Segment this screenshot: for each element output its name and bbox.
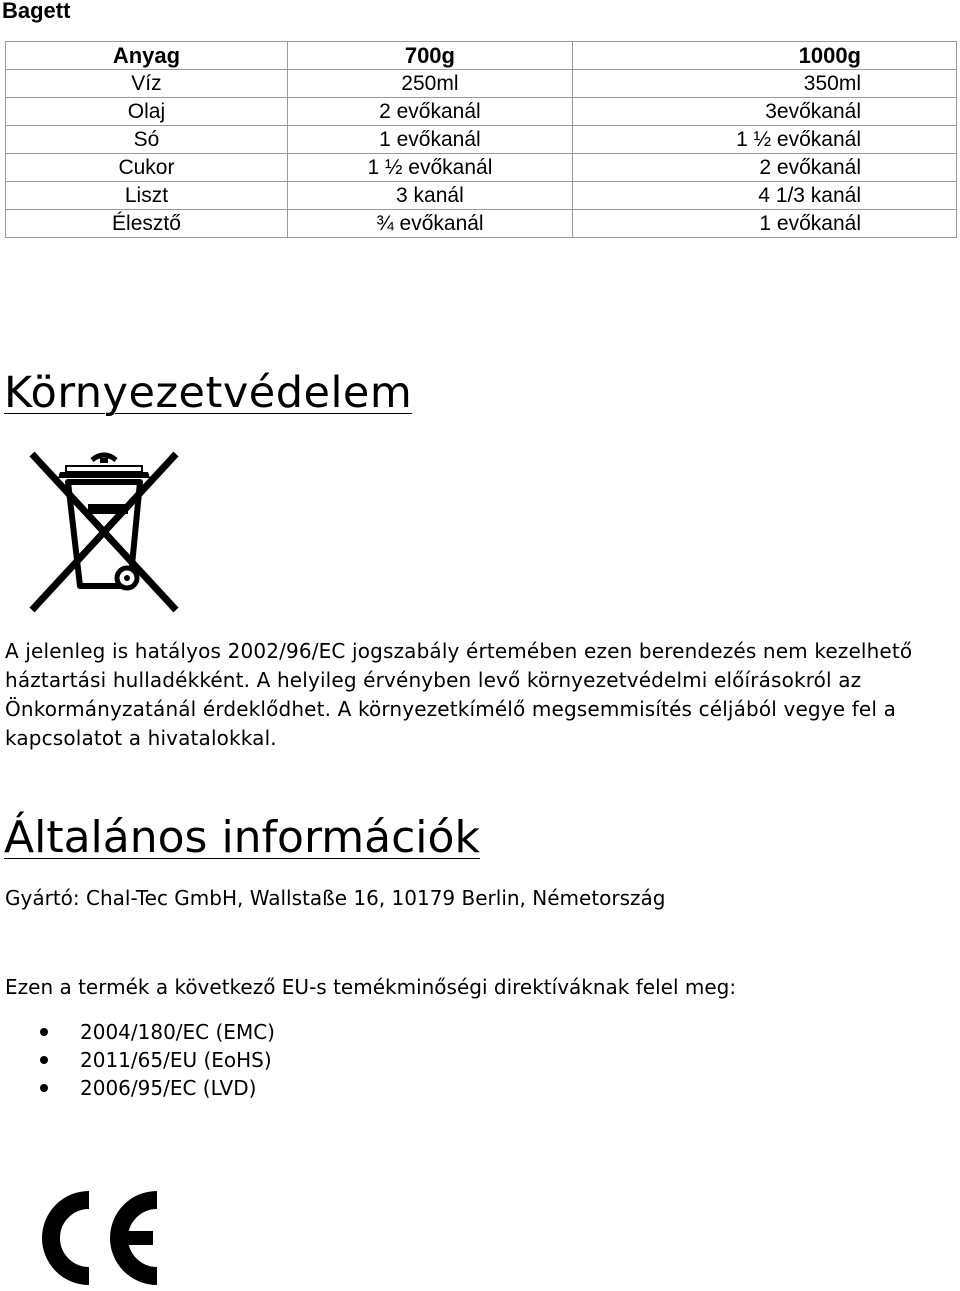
recipe-table [5,41,957,238]
crossed-out-wheelie-bin-icon [26,446,182,614]
list-item [40,1046,275,1074]
table-row [6,126,957,154]
directive-list [40,1018,275,1102]
amount-1000g-cell: 1 evőkanál [572,210,956,238]
amount-1000g-cell: 2 evőkanál [572,154,956,182]
general-info-heading: Általános információk [4,812,480,863]
environment-heading: Környezetvédelem [4,368,413,418]
amount-1000g-cell: 4 1/3 kanál [572,182,956,210]
table-row [6,182,957,210]
ingredient-cell: Só [6,126,288,154]
amount-700g-cell: 2 evőkanál [287,98,572,126]
table-row [6,210,957,238]
directive-label: 2004/180/EC (EMC) [80,1020,275,1044]
table-row [6,154,957,182]
table-header-row [6,42,957,70]
list-item [40,1074,275,1102]
directive-label: 2006/95/EC (LVD) [80,1076,257,1100]
amount-1000g-cell: 3evőkanál [572,98,956,126]
list-item [40,1018,275,1046]
bullet-icon [40,1084,48,1092]
column-header-700g: 700g [287,42,572,70]
amount-700g-cell: 1 evőkanál [287,126,572,154]
ingredient-cell: Élesztő [6,210,288,238]
ingredient-cell: Cukor [6,154,288,182]
eu-directives-intro: Ezen a termék a következő EU-s temékminőségi direktíváknak felel meg: [5,975,737,999]
bullet-icon [40,1056,48,1064]
directive-label: 2011/65/EU (EoHS) [80,1048,272,1072]
amount-700g-cell: ¾ evőkanál [287,210,572,238]
bullet-icon [40,1028,48,1036]
column-header-ingredient: Anyag [6,42,288,70]
amount-700g-cell: 1 ½ evőkanál [287,154,572,182]
amount-1000g-cell: 1 ½ evőkanál [572,126,956,154]
ce-mark-icon [33,1190,161,1286]
table-row [6,98,957,126]
amount-700g-cell: 250ml [287,70,572,98]
environment-text: A jelenleg is hatályos 2002/96/EC jogszabály értemében ezen berendezés nem kezelhető háztartási hulladékként. A helyileg érvényben levő környezetvédelmi előírásokról az Önkormányzatánál érdeklődhet. A környezetkímélő megsemmisítés céljából vegye fel a kapcsolatot a hivatalokkal. [5,639,913,750]
amount-1000g-cell: 350ml [572,70,956,98]
ingredient-cell: Víz [6,70,288,98]
ingredient-cell: Olaj [6,98,288,126]
column-header-1000g: 1000g [572,42,956,70]
amount-700g-cell: 3 kanál [287,182,572,210]
manufacturer-text: Gyártó: Chal-Tec GmbH, Wallstaße 16, 10179 Berlin, Németország [5,886,666,910]
section-label: Bagett [2,0,71,23]
ingredient-cell: Liszt [6,182,288,210]
table-row [6,70,957,98]
